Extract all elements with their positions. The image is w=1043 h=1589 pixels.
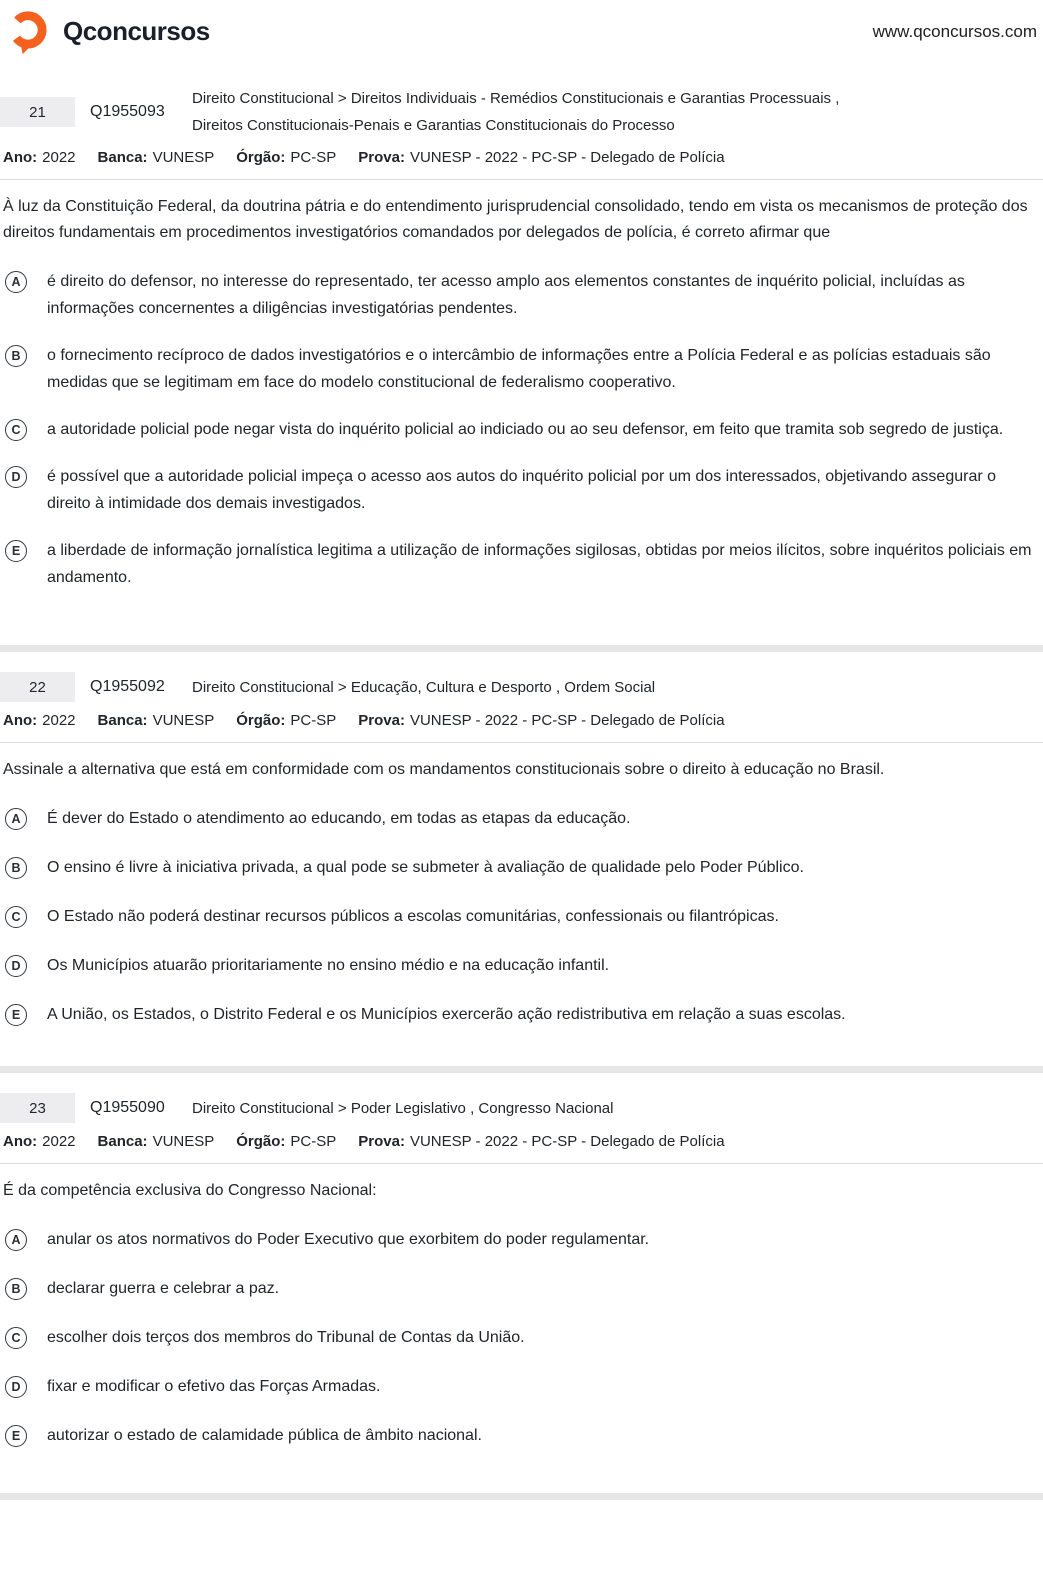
option-letter-badge[interactable]: E: [5, 540, 27, 562]
question-number-badge: 23: [0, 1093, 75, 1123]
meta-prova: Prova: VUNESP - 2022 - PC-SP - Delegado de Polícia: [358, 712, 725, 729]
question-statement: Assinale a alternativa que está em conformidade com os mandamentos constitucionais sobre o direito à educação no Brasil.: [3, 761, 885, 778]
breadcrumb-line: Direitos Constitucionais-Penais e Garantias Constitucionais do Processo: [192, 117, 675, 134]
breadcrumb: [192, 85, 839, 139]
option-letter-badge[interactable]: C: [5, 419, 27, 441]
alternatives-list: [0, 268, 1043, 645]
header-rule: [0, 742, 1043, 743]
question-statement: É da competência exclusiva do Congresso Nacional:: [3, 1182, 377, 1199]
alternative-option-a[interactable]: [0, 1226, 1043, 1253]
question-header: [0, 85, 1043, 139]
brand-name: Qconcursos: [63, 16, 210, 46]
breadcrumb: [192, 674, 655, 701]
site-url: www.qconcursos.com: [872, 21, 1037, 41]
question-card-22: [0, 672, 1043, 1066]
breadcrumb-line: Direito Constitucional > Educação, Cultura e Desporto , Ordem Social: [192, 678, 656, 696]
alternative-option-e[interactable]: [0, 1422, 1043, 1449]
breadcrumb-line: Direito Constitucional > Direitos Individuais - Remédios Constitucionais e Garantias Processuais ,: [192, 90, 840, 107]
header-rule: [0, 179, 1043, 180]
option-text: autorizar o estado de calamidade pública de âmbito nacional.: [47, 1427, 482, 1444]
alternative-option-d[interactable]: [0, 952, 1043, 979]
option-text: O ensino é livre à iniciativa privada, a qual pode se submeter à avaliação de qualidade pelo Poder Público.: [47, 859, 804, 876]
alternatives-list: [0, 805, 1043, 1066]
question-code: Q1955092: [90, 678, 165, 695]
alternative-option-c[interactable]: [0, 1324, 1043, 1351]
option-text: O Estado não poderá destinar recursos públicos a escolas comunitárias, confessionais ou filantrópicas.: [47, 908, 779, 925]
question-code: Q1955090: [90, 1099, 165, 1116]
alternative-option-e[interactable]: [0, 1001, 1043, 1028]
meta-ano: Ano: 2022: [3, 1133, 76, 1150]
alternative-option-a[interactable]: [0, 268, 1043, 322]
question-meta: [0, 147, 1043, 169]
question-header: [0, 1093, 1043, 1123]
option-letter-badge[interactable]: D: [5, 466, 27, 488]
alternative-option-b[interactable]: [0, 1275, 1043, 1302]
question-meta: [0, 710, 1043, 732]
question-number-badge: 21: [0, 97, 75, 127]
meta-banca: Banca: VUNESP: [97, 1133, 215, 1150]
option-letter-badge[interactable]: A: [5, 271, 27, 293]
question-divider: [0, 1493, 1043, 1500]
option-text: anular os atos normativos do Poder Executivo que exorbitem do poder regulamentar.: [47, 1231, 650, 1248]
option-letter-badge[interactable]: B: [5, 345, 27, 367]
option-text: a autoridade policial pode negar vista do inquérito policial ao indiciado ou ao seu defensor, em feito que tramita sob segredo de justiça.: [47, 421, 1004, 438]
alternative-option-e[interactable]: [0, 537, 1043, 591]
meta-prova: Prova: VUNESP - 2022 - PC-SP - Delegado de Polícia: [358, 149, 725, 166]
option-letter-badge[interactable]: D: [5, 955, 27, 977]
question-statement: À luz da Constituição Federal, da doutrina pátria e do entendimento jurisprudencial consolidado, tendo em vista os mecanismos de proteção dos direitos fundamentais em procedimentos investigatórios comandados por delegados de polícia, é correto afirmar que: [3, 198, 1028, 241]
question-card-23: [0, 1093, 1043, 1493]
option-text: Os Municípios atuarão prioritariamente no ensino médio e na educação infantil.: [47, 957, 610, 974]
option-letter-badge[interactable]: E: [5, 1004, 27, 1026]
alternative-option-d[interactable]: [0, 463, 1043, 517]
option-letter-badge[interactable]: C: [5, 906, 27, 928]
alternative-option-b[interactable]: [0, 854, 1043, 881]
alternative-option-d[interactable]: [0, 1373, 1043, 1400]
question-card-21: [0, 85, 1043, 645]
meta-orgao: Órgão: PC-SP: [236, 1133, 337, 1150]
meta-orgao: Órgão: PC-SP: [236, 149, 337, 166]
option-text: declarar guerra e celebrar a paz.: [47, 1280, 280, 1297]
option-text: A União, os Estados, o Distrito Federal e os Municípios exercerão ação redistributiva em relação a suas escolas.: [47, 1006, 846, 1023]
question-code: Q1955093: [90, 103, 165, 120]
option-text: É dever do Estado o atendimento ao educando, em todas as etapas da educação.: [47, 810, 631, 827]
brand: [5, 9, 210, 55]
option-text: o fornecimento recíproco de dados investigatórios e o intercâmbio de informações entre a Polícia Federal e as polícias estaduais são medidas que se legitimam em face do modelo constitucional de federalismo cooperativo.: [47, 347, 991, 391]
header-rule: [0, 1163, 1043, 1164]
question-header: [0, 672, 1043, 702]
meta-banca: Banca: VUNESP: [97, 149, 215, 166]
option-letter-badge[interactable]: A: [5, 808, 27, 830]
option-text: a liberdade de informação jornalística legitima a utilização de informações sigilosas, obtidas por meios ilícitos, sobre inquéritos policiais em andamento.: [47, 542, 1032, 586]
option-text: escolher dois terços dos membros do Tribunal de Contas da União.: [47, 1329, 525, 1346]
qconcursos-logo-icon: [5, 9, 51, 55]
option-letter-badge[interactable]: B: [5, 1278, 27, 1300]
option-letter-badge[interactable]: A: [5, 1229, 27, 1251]
alternative-option-c[interactable]: [0, 903, 1043, 930]
question-divider: [0, 1066, 1043, 1073]
breadcrumb: [192, 1095, 613, 1122]
site-header: [0, 0, 1043, 55]
question-number-badge: 22: [0, 672, 75, 702]
question-meta: [0, 1131, 1043, 1153]
alternative-option-b[interactable]: [0, 342, 1043, 396]
alternatives-list: [0, 1226, 1043, 1493]
question-divider: [0, 645, 1043, 652]
option-text: fixar e modificar o efetivo das Forças Armadas.: [47, 1378, 381, 1395]
meta-banca: Banca: VUNESP: [97, 712, 215, 729]
meta-ano: Ano: 2022: [3, 712, 76, 729]
option-letter-badge[interactable]: C: [5, 1327, 27, 1349]
option-letter-badge[interactable]: B: [5, 857, 27, 879]
breadcrumb-line: Direito Constitucional > Poder Legislativo , Congresso Nacional: [192, 1099, 614, 1117]
alternative-option-c[interactable]: [0, 416, 1043, 443]
option-text: é possível que a autoridade policial impeça o acesso aos autos do inquérito policial por um dos interessados, objetivando assegurar o direito à intimidade dos demais investigados.: [47, 468, 997, 512]
option-letter-badge[interactable]: E: [5, 1425, 27, 1447]
meta-prova: Prova: VUNESP - 2022 - PC-SP - Delegado de Polícia: [358, 1133, 725, 1150]
alternative-option-a[interactable]: [0, 805, 1043, 832]
meta-orgao: Órgão: PC-SP: [236, 712, 337, 729]
meta-ano: Ano: 2022: [3, 149, 76, 166]
option-text: é direito do defensor, no interesse do representado, ter acesso amplo aos elementos constantes de inquérito policial, incluídas as informações concernentes a diligências investigatórias pendentes.: [47, 273, 965, 317]
option-letter-badge[interactable]: D: [5, 1376, 27, 1398]
